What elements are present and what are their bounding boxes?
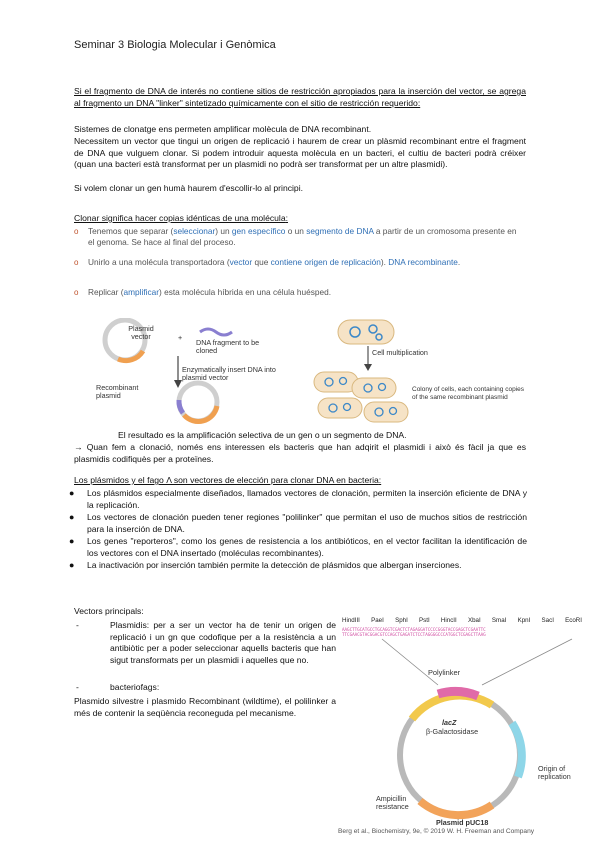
site-hindiii: HindIII: [342, 617, 360, 624]
clonar-item-1: o Tenemos que separar (seleccionar) un gen específico o un segmento de DNA a partir de un cromosoma presente en el genoma. Se hace al final del proceso.: [74, 226, 517, 248]
site-kpni: KpnI: [517, 617, 531, 624]
lacz-segment: [412, 696, 492, 719]
site-hincii: HincII: [440, 617, 457, 624]
label-plus: +: [178, 333, 183, 342]
arrow-head-icon: [174, 380, 182, 388]
site-sphi: SphI: [395, 617, 408, 624]
intro-line-1: Sistemes de clonatge ens permeten amplificar molècula de DNA recombinant.: [74, 124, 372, 134]
clonar-item-3: o Replicar (amplificar) esta molécula híbrida en una célula huésped.: [74, 287, 332, 297]
recombinant-plasmid-icon: [179, 383, 217, 422]
polylinker-sequence: AAGCTTGCATGCCTGCAGGTCGACTCTAGAGGATCCCCGGGTACCGAGCTCGAATTC TTCGAACGTACGGACGTCCAGCTGAGATCTCCTAGGGGCCCATGGCTCGAGCTTAAG: [342, 627, 486, 637]
label-polylinker: Polylinker: [428, 668, 461, 677]
label-origin: Origin of replication: [538, 764, 571, 782]
label-lacz: lacZ: [442, 718, 457, 727]
dash-icon: -: [76, 620, 79, 630]
vectors-heading: Vectors principals:: [74, 606, 144, 616]
vectors-item-2: - bacteriofags:: [76, 682, 160, 692]
plasmidos-bullet-1: ● Los plásmidos especialmente diseñados, llamados vectores de clonación, permiten la inserción eficiente de DNA y la replicación.: [69, 488, 527, 510]
label-ampicillin: Ampicillin resistance: [376, 794, 409, 812]
dna-fragment-icon: [200, 329, 232, 335]
bullet-icon: ●: [69, 512, 75, 522]
plasmidos-bullet-3: ● Los genes "reporteros", como los genes de resistencia a los antibióticos, en el vector facilitan la identificación de los vectores con el DNA insertado (moléculas recombinantes).: [69, 536, 527, 558]
bullet-icon: ●: [69, 488, 75, 498]
figure-citation: Berg et al., Biochemistry, 9e, © 2019 W. H. Freeman and Company: [338, 828, 535, 835]
dash-icon: -: [76, 682, 79, 692]
site-ecori: EcoRI: [565, 617, 582, 624]
label-plasmid-name: Plasmid pUC18: [436, 818, 489, 827]
site-smai: SmaI: [491, 617, 507, 624]
bullet-icon: ●: [69, 560, 75, 570]
intro-heading: Si el fragmento de DNA de interés no contiene sitios de restricción apropiados para la inserción del vector, se agrega al fragmento un DNA "linker" sintetizado químicamente con el sitio de restricción requerido:: [74, 86, 526, 108]
intro-line-2: Necessitem un vector que tingui un origen de replicació i haurem de crear un plàsmid recombinant entre el fragment de DNA que vulguem clonar. Si podem introduir aquesta molècula en un bacteri, el cultiu de bacteri podrà créixer (quan una bacteri està transformat per un plasmidi no podrà ser transformat per un altre plasmidi).: [74, 136, 526, 170]
site-psti: PstI: [419, 617, 430, 624]
clonar-item-2: o Unirlo a una molécula transportadora (vector que contiene origen de replicación). DNA recombinante.: [74, 257, 461, 267]
label-insert: Enzymatically insert DNA into plasmid vector: [182, 365, 276, 383]
bullet-icon: ●: [69, 536, 75, 546]
vectors-tail: Plasmido silvestre i plasmido Recombinant (wildtime), el polilinker a més de contenir la seqüència reconeguda pel mecanisme.: [74, 696, 336, 718]
polylinker-segment: [438, 691, 478, 696]
label-dna-fragment: DNA fragment to be cloned: [196, 338, 260, 356]
label-plasmid-vector: Plasmid vector: [128, 324, 154, 342]
restriction-sites: [342, 617, 582, 624]
plasmidos-heading: Los plásmidos y el fago Λ son vectores de elección para clonar DNA en bacteria:: [74, 475, 382, 485]
label-colony: Colony of cells, each containing copies of the same recombinant plasmid: [412, 386, 525, 401]
result-line-1: El resultado es la amplificación selectiva de un gen o un segmento de DNA.: [118, 430, 407, 440]
bacteria-colony-icon: [314, 372, 408, 422]
label-galactosidase: β-Galactosidase: [426, 727, 479, 736]
bullet-icon: o: [74, 227, 79, 236]
label-multiplication: Cell multiplication: [372, 348, 428, 357]
site-paei: PaeI: [371, 617, 384, 624]
intro-line-3: Si volem clonar un gen humà haurem d'escollir-lo al principi.: [74, 183, 304, 193]
label-recombinant: Recombinant plasmid: [96, 383, 139, 401]
bacteria-cell-icon: [338, 320, 394, 344]
plasmidos-bullet-4: ● La inactivación por inserción también permite la detección de plásmidos que albergan inserciones.: [69, 560, 462, 570]
bullet-icon: o: [74, 288, 79, 297]
ampicillin-segment: [420, 801, 492, 815]
bullet-icon: o: [74, 258, 79, 267]
result-line-2: → Quan fem a clonació, només ens interessen els bacteris que han adqirit el plasmidi i això és fàcil ja que es plasmidis codifiquès per a proteïnes.: [74, 442, 526, 464]
vectors-item-1: - Plasmidis: per a ser un vector ha de tenir un origen de replicació i un gn que codofique per a la resistència a un antibiòtic per a poder seleccionar aquells bacteris que han sigut transformats per un plasmidi i aquelles que no.: [76, 620, 336, 665]
clonar-heading: Clonar significa hacer copias idénticas de una molécula:: [74, 213, 289, 223]
site-saci: SacI: [541, 617, 554, 624]
page-header: Seminar 3 Biologia Molecular i Genòmica: [74, 39, 276, 51]
plasmidos-bullet-2: ● Los vectores de clonación pueden tener regiones "polilinker" que permitan el uso de muchos sitios de restricción para la inserción de DNA.: [69, 512, 527, 534]
puc18-figure: [338, 617, 582, 837]
site-xbai: XbaI: [467, 617, 481, 624]
